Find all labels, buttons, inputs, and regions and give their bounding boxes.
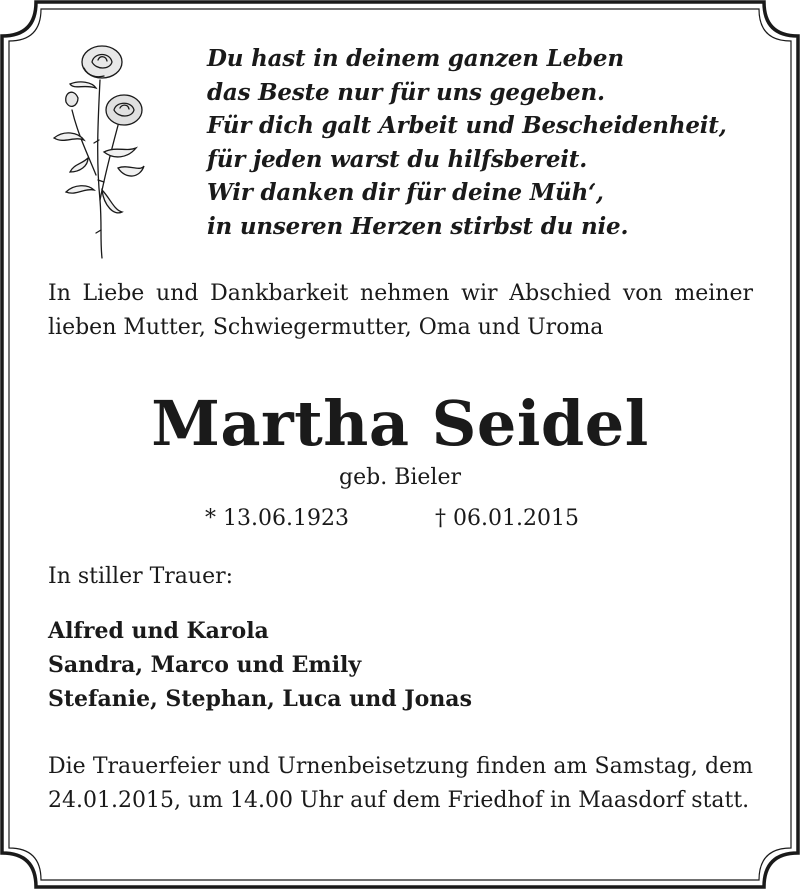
poem [207, 42, 787, 243]
ceremony-notice: Die Trauerfeier und Urnenbeisetzung finden am Samstag, dem 24.01.2015, um 14.00 Uhr auf dem Friedhof in Maasdorf statt. [48, 754, 753, 813]
poem-line: das Beste nur für uns gegeben. [207, 78, 605, 106]
poem-line: in unseren Herzen stirbst du nie. [207, 212, 629, 240]
mourner-family: Stefanie, Stephan, Luca und Jonas [48, 686, 472, 712]
poem-line: Du hast in deinem ganzen Leben [207, 45, 624, 72]
maiden-name: geb. Bieler [339, 465, 461, 490]
mourners-label: In stiller Trauer: [48, 564, 234, 589]
poem-line: Für dich galt Arbeit und Bescheidenheit, [207, 112, 727, 139]
farewell-intro: In Liebe und Dankbarkeit nehmen wir Abschied von meiner lieben Mutter, Schwiegermutter, Oma und Uroma [48, 281, 753, 340]
poem-line: Wir danken dir für deine Müh‘, [207, 179, 604, 206]
rose-icon [44, 40, 148, 260]
mourner-family: Sandra, Marco und Emily [48, 652, 362, 678]
mourners-list [48, 614, 472, 716]
poem-line: für jeden warst du hilfsbereit. [207, 145, 588, 173]
birth-date: * 13.06.1923 [205, 506, 349, 531]
death-date: † 06.01.2015 [435, 506, 579, 531]
mourner-family: Alfred und Karola [48, 618, 269, 644]
deceased-name: Martha Seidel [151, 387, 649, 460]
